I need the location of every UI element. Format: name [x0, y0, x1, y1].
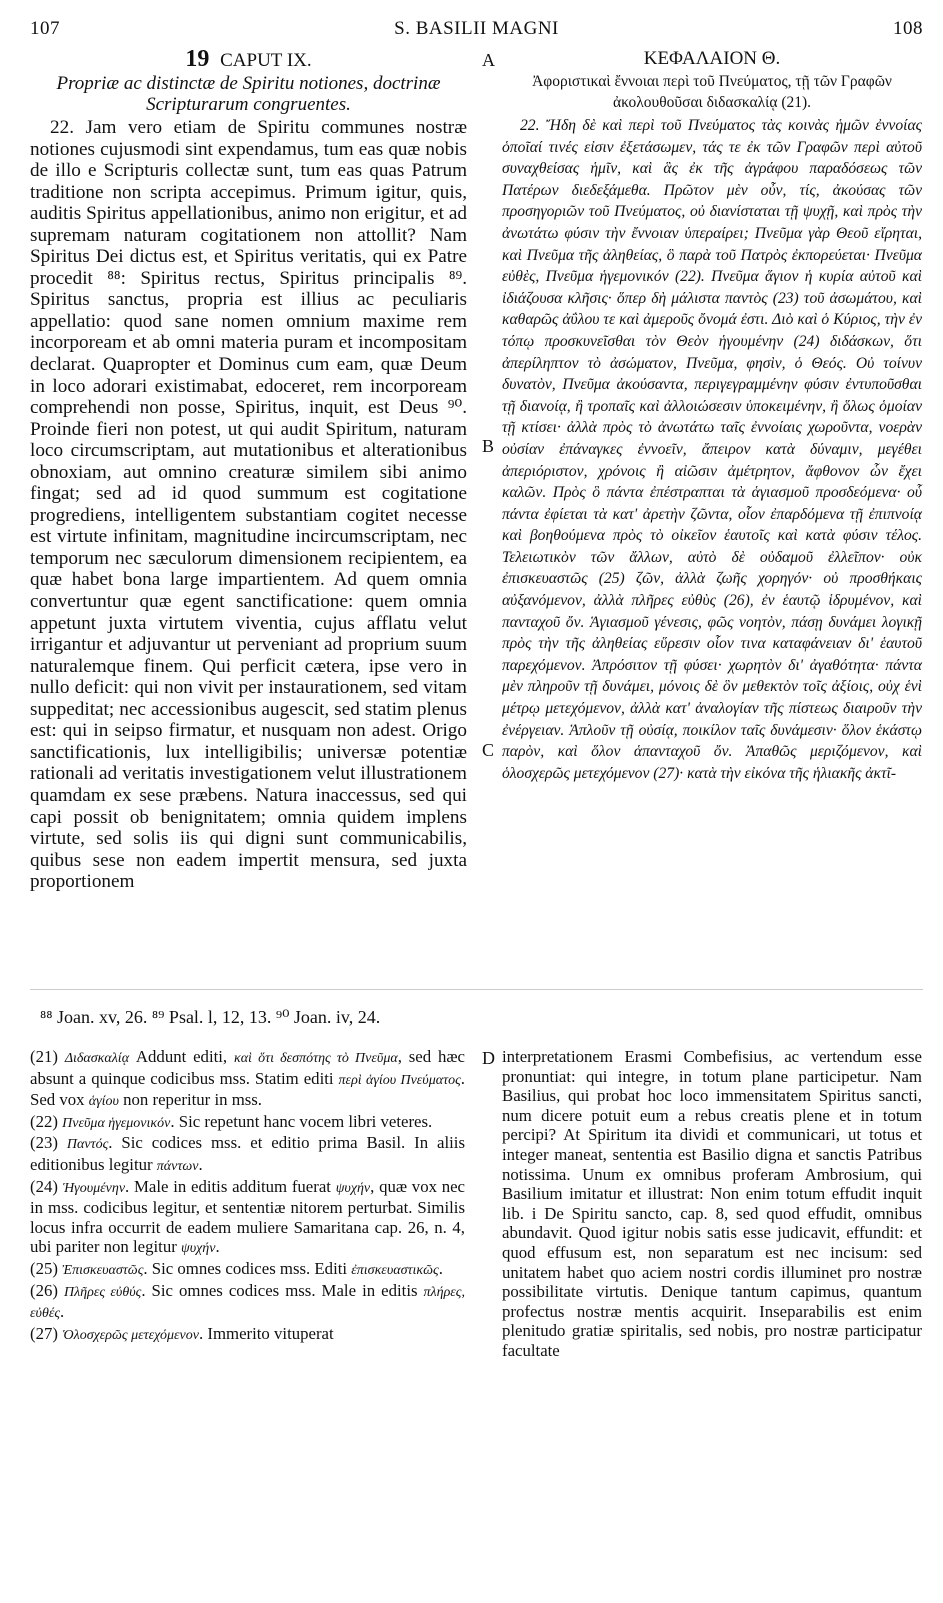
latin-body — [30, 117, 467, 893]
notes-left-column — [30, 1047, 465, 1345]
note-23: (23) Παντός. Sic codices mss. et editio prima Basil. In aliis editionibus legitur πάντων. — [30, 1133, 465, 1174]
latin-chapter-heading — [30, 48, 467, 72]
greek-column — [502, 48, 922, 784]
note-21: (21) Διδασκαλίᾳ Addunt editi, καὶ ὅτι δεσπότης τὸ Πνεῦμα, sed hæc absunt a quinque codicibus mss. Statim editi περὶ ἁγίου Πνεύματος. Sed vox ἁγίου non reperitur in mss. — [30, 1047, 465, 1110]
note-26: (26) Πλῆρες εὐθύς. Sic omnes codices mss. Male in editis πλήρες, εὐθές. — [30, 1280, 465, 1322]
note-27-continued: interpretationem Erasmi Combefisius, ac vertendum esse pronuntiat: qui integre, in totum plane participetur. Nam Basilius, qui probat hoc loco immensitatem Spiritus sancti, num dicere potuit eum a rebus creatis plene et in totum percipi? At Spiritum ita dividi et communicari, ut totus et integer maneat, sententia est Basilio digna et sanctis Patribus notissima. Unum ex omnibus proferam Ambrosium, qui Basilium imitatur et illustrat: Non enim totum effudit inquit lib. i De Spiritu sancto, cap. 8, sed quod effudit, omnibus abundavit. Quod igitur nobis satis esse judicavit, effundit: et quod effusum est, non separatum est nec incisum: sed unitatem habet quo aciem nostri cordis illuminet pro nostræ possibilitate virtutis. Denique tantum capimus, quantum profectus nostræ mentis acquirit. Inseparabilis est enim plenitudo gratiæ spiritalis, sed nobis, pro nostræ participatur facultate — [502, 1047, 922, 1360]
greek-subtitle: Ἀφοριστικαὶ ἔννοιαι περὶ τοῦ Πνεύματος, τῇ τῶν Γραφῶν ἀκολουθοῦσαι διδασκαλίᾳ (21). — [532, 73, 892, 111]
margin-letter-b: B — [482, 436, 495, 456]
notes-right-column — [502, 1047, 922, 1361]
chapter-number: 19 — [185, 46, 210, 72]
margin-letter-c: C — [482, 740, 495, 760]
latin-paragraph: 22. Jam vero etiam de Spiritu communes nostræ notiones cujusmodi sint expendamus, tum eas quæ nobis de illo e Scripturis collectæ sunt, tum eas quas Patrum traditione non scripta accepimus. Primum igitur, quis, auditis Spiritus appellationibus, animo non erigitur, et ad supremam naturam cogitationem non attollit? Nam Spiritus Dei dictus est, et Spiritus veritatis, qui ex Patre procedit ⁸⁸: Spiritus rectus, Spiritus principalis ⁸⁹. Spiritus sanctus, propria est illius ac peculiaris appellatio: quod sane nomen omnium maxime rem incorpoream et ab omni materia puram et incompositam declarat. Quapropter et Dominus cum eam, quæ Deum in loco adorari existimabat, edoceret, rem incorpoream comprehendi non posse, Spiritus, inquit, est Deus ⁹⁰. Proinde fieri non potest, ut qui audit Spiritum, naturam loco circumscriptam, aut mutationibus et alterationibus obnoxiam, aut omnino creaturæ similem sibi animo fingat; sed ad id quod summum est cogitatione progrediens, intelligentem substantiam cogitet necesse est virtute infinitam, magnitudine incircumscriptam, nec temporum nec sæculorum dimensionem recipientem, ea quæ habet bona large impartientem. Ad quem omnia convertuntur quæ egent sanctificatione: quem omnia appetunt juxta virtutem viventia, cujus afflatu velut irrigantur et adjuvantur ut perveniant ad proprium suum naturalemque finem. Qui perficit cætera, ipse vero in nullo deficit: qui non vivit per instaurationem, sed vitam suppeditat; nec accessionibus augescit, sed statim plenus est: qui in seipso firmatur, et nusquam non adest. Origo sanctificationis, lux intelligibilis; universæ potentiæ rationali ad veritatis investigationem velut illustrationem quamdam ex sese præbens. Natura inaccessus, sed qui capi possit ob benignitatem; omnia quidem implens virtute, sed solis iis qui digni sunt communicabilis, quibus sese non eadem impertit mensura, sed juxta proportionem — [30, 117, 467, 893]
note-24: (24) Ἡγουμένην. Male in editis additum fuerat ψυχήν, quæ vox nec in mss. codicibus legitur, et sententiæ nitorem perturbat. Similis locus infra occurrit de eadem muliere Samaritana cap. 26, n. 4, ubi pariter non legitur ψυχήν. — [30, 1176, 466, 1257]
note-22: (22) Πνεῦμα ἡγεμονικόν. Sic repetunt hanc vocem libri veteres. — [30, 1111, 433, 1131]
latin-subtitle: Propriæ ac distinctæ de Spiritu notiones, doctrinæ Scripturarum congruentes. — [56, 73, 441, 115]
margin-letter-d: D — [482, 1048, 495, 1068]
right-page-number: 108 — [893, 18, 923, 39]
footnote-divider — [30, 989, 923, 990]
running-title: S. BASILII MAGNI — [394, 18, 559, 39]
note-25: (25) Ἐπισκευαστῶς. Sic omnes codices mss. Editi ἐπισκευαστικῶς. — [30, 1258, 443, 1278]
running-head — [30, 18, 923, 42]
greek-chapter-heading: ΚΕΦΑΛΑΙΟΝ Θ. — [643, 48, 781, 69]
scripture-footnotes: ⁸⁸ Joan. xv, 26. ⁸⁹ Psal. l, 12, 13. ⁹⁰ Joan. iv, 24. — [40, 1007, 381, 1027]
greek-body — [502, 115, 922, 784]
left-page-number: 107 — [30, 18, 60, 39]
margin-letter-a: A — [482, 50, 495, 70]
note-27: (27) Ὁλοσχερῶς μετεχόμενον. Immerito vituperat — [30, 1323, 334, 1343]
latin-column — [30, 48, 467, 893]
greek-paragraph: 22. Ἤδη δὲ καὶ περὶ τοῦ Πνεύματος τὰς κοινὰς ἡμῶν ἐννοίας ὁποῖαί τινές εἰσιν ἐξετάσωμεν, τάς τε ἐκ τῶν Γραφῶν περὶ αὐτοῦ συναχθείσας ἡμῖν, καὶ ἃς ἐκ τῆς ἀγράφου παραδόσεως τῶν Πατέρων διεδεξάμεθα. Πρῶτον μὲν οὖν, τίς, ἀκούσας τῶν προσηγοριῶν τοῦ Πνεύματος, οὐ διανίσταται τῇ ψυχῇ, καὶ πρὸς τὴν ἀνωτάτω φύσιν τὴν ἔννοιαν ὑπεραίρει; Πνεῦμα γὰρ Θεοῦ εἴρηται, καὶ Πνεῦμα τῆς ἀληθείας, ὃ παρὰ τοῦ Πατρὸς ἐκπορεύεται· Πνεῦμα εὐθὲς, Πνεῦμα ἡγεμονικόν (22). Πνεῦμα ἅγιον ἡ κυρία αὐτοῦ καὶ ἰδιάζουσα κλῆσις· ὅπερ δὴ μάλιστα παντὸς (23) τοῦ ἀσωμάτου, καὶ καθαρῶς ἀΰλου τε καὶ ἀμεροῦς ὄνομά ἐστι. Διὸ καὶ ὁ Κύριος, τὴν ἐν τόπῳ προσκυνεῖσθαι τὸν Θεὸν ἡγουμένην (24) διδάσκων, ὅτι ἀπερίληπτον τὸ ἀσώματον, Πνεῦμα, φησὶν, ὁ Θεός. Οὐ τοίνυν δυνατὸν, Πνεῦμα ἀκούσαντα, περιγεγραμμένην φύσιν ἐντυποῦσθαι τῇ διανοίᾳ, ἢ τροπαῖς καὶ ἀλλοιώσεσιν ὑποκειμένην, ἢ ὅλως ὁμοίαν τῇ κτίσει· ἀλλὰ πρὸς τὸ ἀνωτάτω ταῖς ἐννοίαις χωροῦντα, νοερὰν οὐσίαν ἐπάναγκες ἐννοεῖν, ἄπειρον κατὰ δύναμιν, μεγέθει ἀπεριόριστον, χρόνοις ἢ αἰῶσιν ἀμέτρητον, ἄφθονον ὧν ἔχει καλῶν. Πρὸς ὃ πάντα ἐπέστραπται τὰ ἁγιασμοῦ προσδεόμενα· οὗ πάντα ἐφίεται τὰ κατ' ἀρετὴν ζῶντα, οἷον ἐπαρδόμενα τῇ ἐπιπνοίᾳ καὶ βοηθούμενα πρὸς τὸ οἰκεῖον ἑαυτοῖς καὶ κατὰ φύσιν τέλος. Τελειωτικὸν τῶν ἄλλων, αὐτὸ δὲ οὐδαμοῦ ἐλλεῖπον· οὐκ ἐπισκευαστῶς (25) ζῶν, ἀλλὰ ζωῆς χορηγόν· οὐ προσθήκαις αὐξανόμενον, ἀλλὰ πλῆρες εὐθὺς (26), ἐν ἑαυτῷ ἱδρυμένον, καὶ πανταχοῦ ὄν. Ἁγιασμοῦ γένεσις, φῶς νοητὸν, πάσῃ δυνάμει λογικῇ πρὸς τὴν τῆς ἀληθείας εὕρεσιν οἷον τινα καταφάνειαν δι' ἑαυτοῦ παρεχόμενον. Ἀπρόσιτον τῇ φύσει· χωρητὸν δι' ἀγαθότητα· πάντα μὲν πληροῦν τῇ δυνάμει, μόνοις δὲ ὃν μεθεκτὸν τοῖς ἀξίοις, οὐχ ἑνὶ μέτρῳ μετεχόμενον, ἀλλὰ κατ' ἀναλογίαν τῆς πίστεως διαιροῦν τὴν ἐνέργειαν. Ἁπλοῦν τῇ οὐσίᾳ, ποικίλον ταῖς δυνάμεσιν· ὅλον ἑκάστῳ παρὸν, καὶ ὅλον ἁπανταχοῦ ὄν. Ἀπαθῶς μεριζόμενον, καὶ ὁλοσχερῶς μετεχόμενον (27)· κατὰ τὴν εἰκόνα τῆς ἡλιακῆς ἀκτῖ- — [502, 117, 922, 782]
chapter-label: CAPUT IX. — [220, 50, 312, 71]
